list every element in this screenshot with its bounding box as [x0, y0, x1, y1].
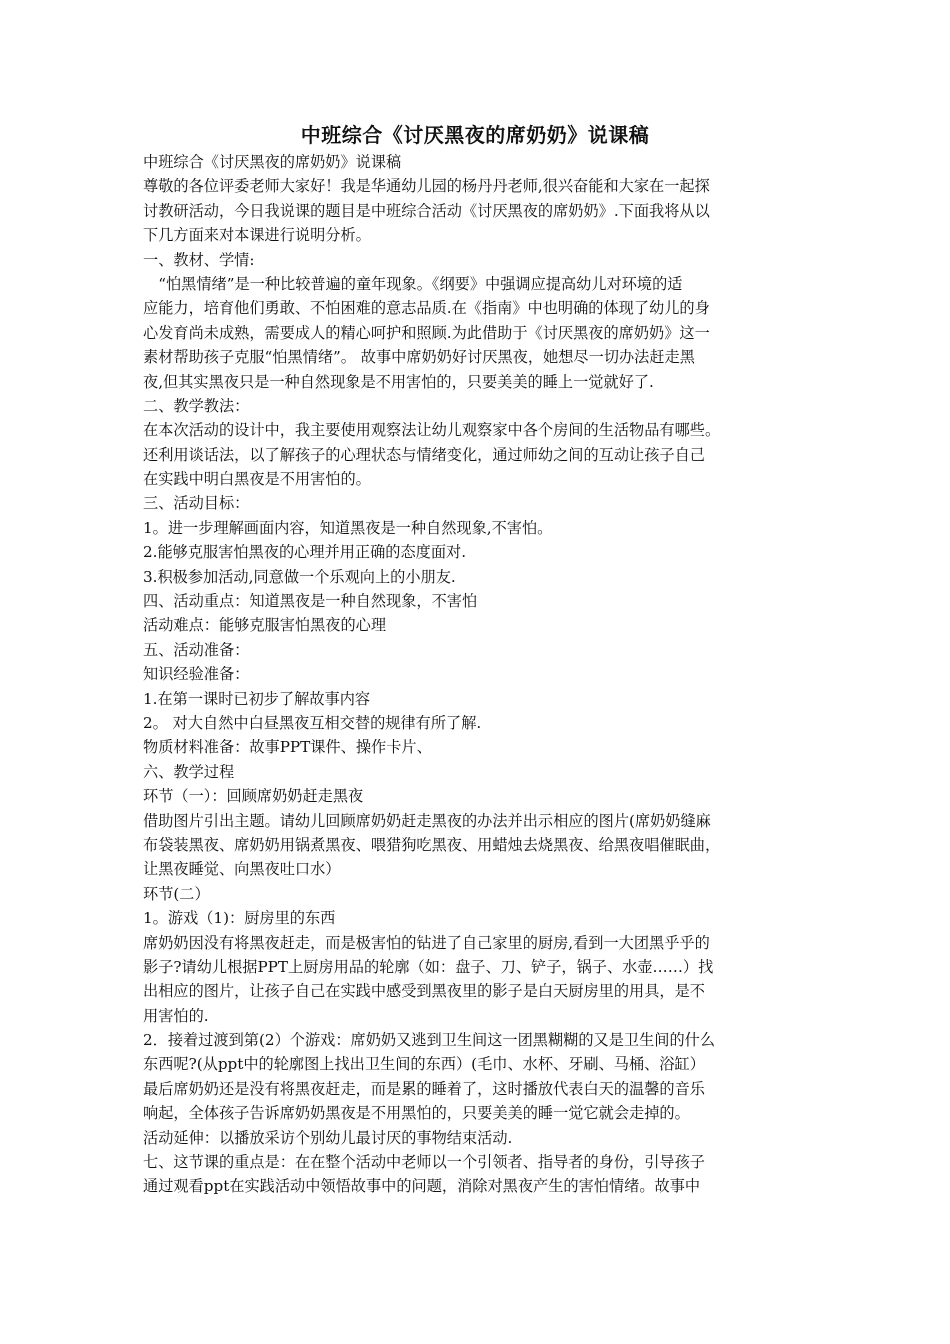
- text-line: 尊敬的各位评委老师大家好！我是华通幼儿园的杨丹丹老师,很兴奋能和大家在一起探: [143, 177, 710, 196]
- text-line: 借助图片引出主题。请幼儿回顾席奶奶赶走黑夜的办法并出示相应的图片(席奶奶缝麻: [143, 811, 711, 830]
- text-line: 下几方面来对本课进行说明分析。: [143, 226, 371, 245]
- text-line: 通过观看ppt在实践活动中领悟故事中的问题，消除对黑夜产生的害怕情绪。故事中: [143, 1177, 701, 1196]
- text-line: 六、教学过程: [143, 762, 235, 781]
- text-line: 一、教材、学情:: [143, 250, 255, 269]
- text-line: 环节(二）: [143, 884, 210, 903]
- text-line: 1.在第一课时已初步了解故事内容: [143, 689, 371, 708]
- text-line: “怕黑情绪”是一种比较普遍的童年现象。《纲要》中强调应提高幼儿对环境的适: [143, 274, 683, 293]
- text-line: 讨教研活动，今日我说课的题目是中班综合活动《讨厌黑夜的席奶奶》.下面我将从以: [143, 201, 710, 220]
- text-line: 四、活动重点：知道黑夜是一种自然现象，不害怕: [143, 592, 478, 611]
- document-title: 中班综合《讨厌黑夜的席奶奶》说课稿: [300, 123, 650, 147]
- text-line: 活动难点：能够克服害怕黑夜的心理: [143, 616, 386, 635]
- text-line: 物质材料准备：故事PPT课件、操作卡片、: [143, 738, 432, 757]
- text-line: 让黑夜睡觉、向黑夜吐口水）: [143, 860, 341, 879]
- text-line: 2。 对大自然中白昼黑夜互相交替的规律有所了解.: [143, 713, 482, 732]
- text-line: 1。进一步理解画面内容，知道黑夜是一种自然现象,不害怕。: [143, 518, 553, 537]
- text-line: 应能力，培育他们勇敢、不怕困难的意志品质.在《指南》中也明确的体现了幼儿的身: [143, 299, 710, 318]
- text-line: 2.能够克服害怕黑夜的心理并用正确的态度面对.: [143, 543, 467, 562]
- text-line: 五、活动准备：: [143, 640, 250, 659]
- text-line: 知识经验准备：: [143, 665, 250, 684]
- text-line: 响起，全体孩子告诉席奶奶黑夜是不用黑怕的，只要美美的睡一觉它就会走掉的。: [143, 1104, 690, 1123]
- document-body: [143, 150, 813, 1199]
- text-line: 还利用谈话法，以了解孩子的心理状态与情绪变化，通过师幼之间的互动让孩子自己: [143, 445, 705, 464]
- text-line: 出相应的图片，让孩子自己在实践中感受到黑夜里的影子是白天厨房里的用具，是不: [143, 982, 705, 1001]
- text-line: 在本次活动的设计中，我主要使用观察法让幼儿观察家中各个房间的生活物品有哪些。: [143, 421, 721, 440]
- text-line: 最后席奶奶还是没有将黑夜赶走，而是累的睡着了，这时播放代表白天的温馨的音乐: [143, 1079, 705, 1098]
- text-line: 1。游戏（1)：厨房里的东西: [143, 909, 336, 928]
- text-line: 用害怕的.: [143, 1006, 209, 1025]
- text-line: 二、教学教法：: [143, 396, 250, 415]
- text-line: 三、活动目标：: [143, 494, 250, 513]
- text-line: 影子?请幼儿根据PPT上厨房用品的轮廓（如：盘子、刀、铲子，锅子、水壶……）找: [143, 957, 714, 976]
- text-line: 席奶奶因没有将黑夜赶走，而是极害怕的钻进了自己家里的厨房,看到一大团黑乎乎的: [143, 933, 710, 952]
- text-line: 素材帮助孩子克服“怕黑情绪”。 故事中席奶奶好讨厌黑夜，她想尽一切办法赶走黑: [143, 348, 695, 367]
- text-line: 布袋装黑夜、席奶奶用锅煮黑夜、喂猎狗吃黑夜、用蜡烛去烧黑夜、给黑夜唱催眠曲，: [143, 835, 721, 854]
- text-line: 夜,但其实黑夜只是一种自然现象是不用害怕的，只要美美的睡上一觉就好了.: [143, 372, 654, 391]
- text-line: 3.积极参加活动,同意做一个乐观向上的小朋友.: [143, 567, 456, 586]
- text-line: 心发育尚未成熟，需要成人的精心呵护和照顾.为此借助于《讨厌黑夜的席奶奶》这一: [143, 323, 710, 342]
- text-line: 活动延伸：以播放采访个别幼儿最讨厌的事物结束活动.: [143, 1128, 513, 1147]
- text-line: 环节（一）：回顾席奶奶赶走黑夜: [143, 787, 364, 806]
- text-line: 在实践中明白黑夜是不用害怕的。: [143, 470, 371, 489]
- text-line: 中班综合《讨厌黑夜的席奶奶》说课稿: [143, 153, 402, 171]
- text-line: 七、这节课的重点是：在在整个活动中老师以一个引领者、指导者的身份，引导孩子: [143, 1153, 705, 1172]
- text-line: 2．接着过渡到第(2）个游戏：席奶奶又逃到卫生间这一团黑糊糊的又是卫生间的什么: [143, 1031, 716, 1050]
- text-line: 东西呢?(从ppt中的轮廓图上找出卫生间的东西）(毛巾、水杯、牙刷、马桶、浴缸）: [143, 1055, 705, 1074]
